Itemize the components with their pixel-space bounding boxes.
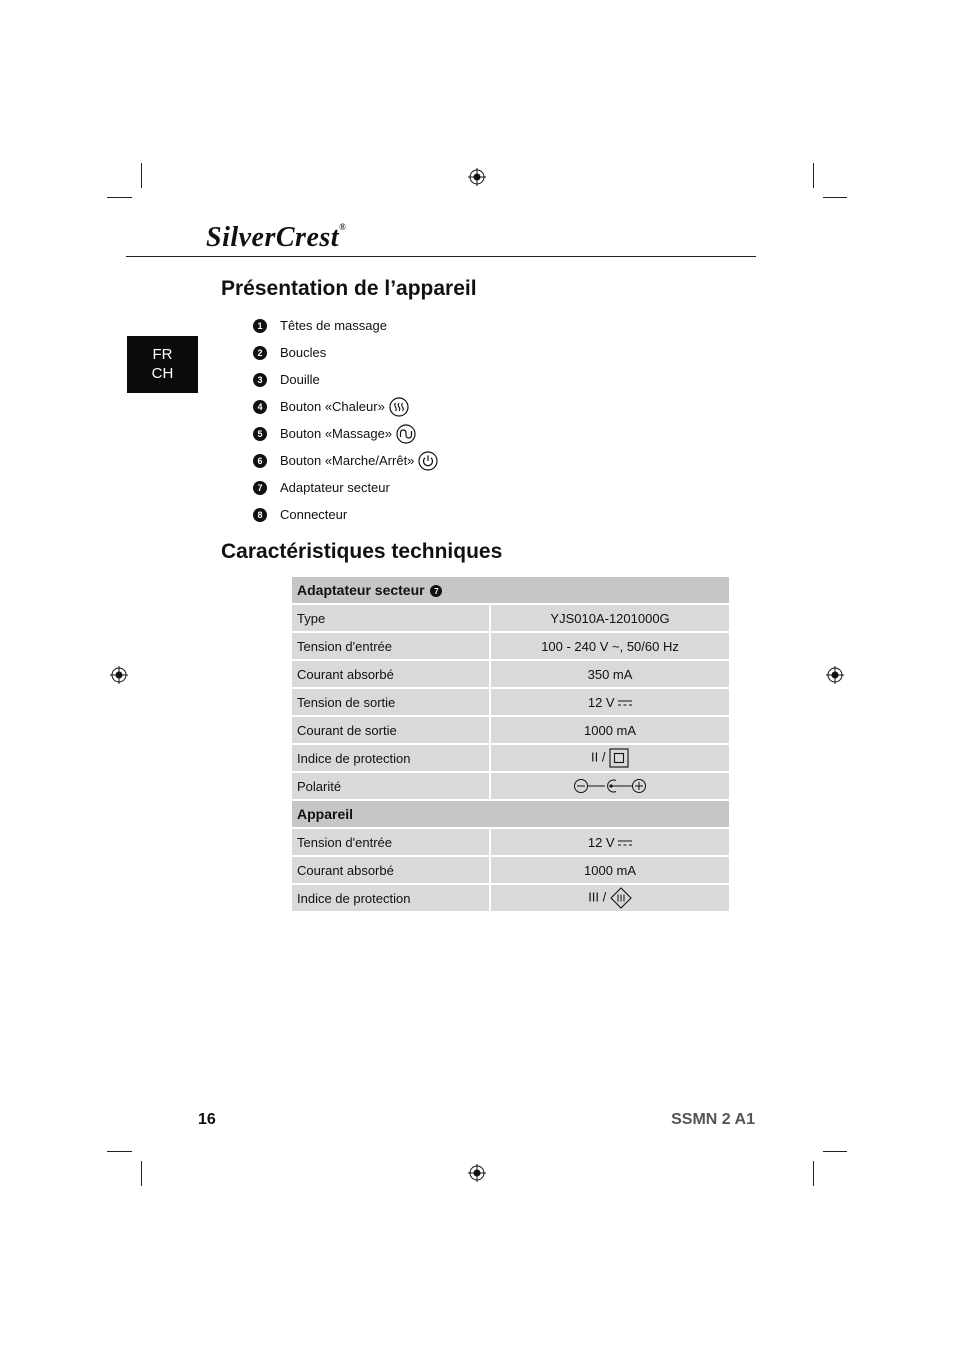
registration-mark-icon (826, 666, 844, 684)
item-label: Boucles (280, 345, 327, 360)
list-item (253, 501, 438, 528)
direct-current-icon (618, 699, 632, 707)
massage-icon (396, 424, 416, 444)
spec-label: Courant de sortie (291, 716, 490, 744)
registration-mark-icon (468, 1164, 486, 1182)
table-section-header (291, 576, 730, 604)
language-tab-line1: FR (152, 346, 173, 363)
trademark-symbol: ® (339, 222, 347, 232)
spec-value-cell (490, 884, 730, 912)
table-row (291, 744, 730, 772)
item-number: 2 (253, 346, 267, 360)
heat-icon (389, 397, 409, 417)
adapter-header-label: Adaptateur secteur (297, 582, 425, 598)
table-row (291, 772, 730, 800)
spec-value: 12 V (587, 834, 615, 850)
item-number: 6 (253, 454, 267, 468)
crop-mark (107, 197, 132, 198)
parts-list (253, 312, 438, 528)
brand-logo (206, 222, 346, 254)
spec-value: III / (588, 889, 607, 905)
list-item (253, 366, 438, 393)
item-number: 3 (253, 373, 267, 387)
power-icon (418, 451, 438, 471)
spec-value-cell (490, 828, 730, 856)
table-row (291, 604, 730, 632)
table-row (291, 632, 730, 660)
item-label: Connecteur (280, 507, 348, 522)
polarity-icon (574, 778, 646, 794)
item-label: Douille (280, 372, 320, 387)
list-item (253, 474, 438, 501)
specs-table (290, 575, 731, 913)
direct-current-icon (618, 839, 632, 847)
table-row (291, 660, 730, 688)
item-number: 5 (253, 427, 267, 441)
item-label: Têtes de massage (280, 318, 387, 333)
table-row (291, 716, 730, 744)
table-header-row (291, 576, 730, 604)
spec-label: Courant absorbé (291, 660, 490, 688)
crop-mark (823, 197, 847, 198)
page-number: 16 (198, 1111, 216, 1128)
language-tab-line2: CH (151, 365, 174, 382)
table-row (291, 884, 730, 912)
table-header-row (291, 800, 730, 828)
crop-mark (813, 163, 814, 188)
section-title-specs: Caractéristiques techniques (221, 540, 503, 563)
spec-value: 12 V (587, 694, 615, 710)
table-row (291, 856, 730, 884)
spec-value-cell (490, 744, 730, 772)
adapter-ref-number: 7 (430, 585, 442, 597)
model-number: SSMN 2 A1 (671, 1111, 755, 1128)
item-number: 8 (253, 508, 267, 522)
item-label: Adaptateur secteur (280, 480, 390, 495)
spec-label: Indice de protection (291, 744, 490, 772)
spec-value: 100 - 240 V ~, 50/60 Hz (490, 632, 730, 660)
crop-mark (813, 1161, 814, 1186)
crop-mark (823, 1151, 847, 1152)
list-item (253, 420, 438, 447)
crop-mark (141, 1161, 142, 1186)
spec-label: Courant absorbé (291, 856, 490, 884)
list-item (253, 447, 438, 474)
spec-value-cell (490, 688, 730, 716)
registration-mark-icon (110, 666, 128, 684)
spec-label: Tension d'entrée (291, 632, 490, 660)
spec-label: Tension d'entrée (291, 828, 490, 856)
table-row (291, 828, 730, 856)
spec-label: Indice de protection (291, 884, 490, 912)
header-divider (126, 256, 756, 257)
spec-value: YJS010A-1201000G (490, 604, 730, 632)
item-label: Bouton «Chaleur» (280, 399, 385, 414)
spec-value: 1000 mA (490, 856, 730, 884)
language-tab (127, 336, 198, 393)
table-row (291, 688, 730, 716)
item-label: Bouton «Marche/Arrêt» (280, 453, 415, 468)
spec-value: 1000 mA (490, 716, 730, 744)
spec-value: 350 mA (490, 660, 730, 688)
brand-name: SilverCrest (206, 222, 340, 253)
item-number: 1 (253, 319, 267, 333)
list-item (253, 312, 438, 339)
item-label: Bouton «Massage» (280, 426, 393, 441)
spec-label: Polarité (291, 772, 490, 800)
spec-label: Type (291, 604, 490, 632)
item-number: 7 (253, 481, 267, 495)
spec-label: Tension de sortie (291, 688, 490, 716)
list-item (253, 339, 438, 366)
crop-mark (141, 163, 142, 188)
spec-value: II / (591, 749, 606, 765)
registration-mark-icon (468, 168, 486, 186)
device-header-label: Appareil (291, 800, 730, 828)
class-ii-protection-icon (609, 748, 629, 768)
class-iii-protection-icon (610, 887, 632, 909)
item-number: 4 (253, 400, 267, 414)
section-title-presentation: Présentation de l’appareil (221, 277, 477, 300)
spec-value-cell (490, 772, 730, 800)
crop-mark (107, 1151, 132, 1152)
list-item (253, 393, 438, 420)
